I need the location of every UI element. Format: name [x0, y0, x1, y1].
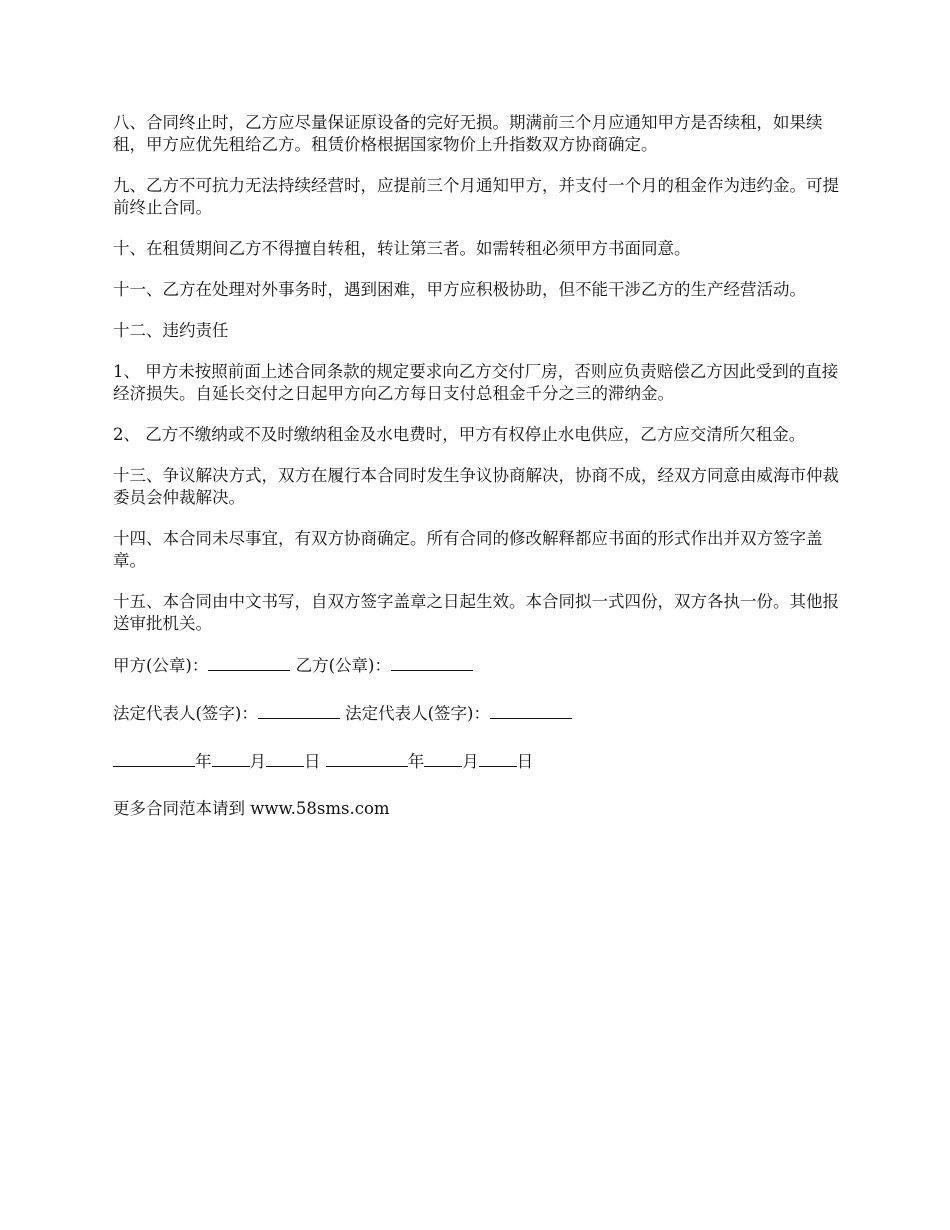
party-b-seal-blank[interactable]	[391, 654, 473, 671]
party-b-seal-label: 乙方(公章)：	[295, 656, 391, 675]
clause-14: 十四、本合同未尽事宜，有双方协商确定。所有合同的修改解释都应书面的形式作出并双方签字盖章。	[113, 529, 823, 570]
date-a-year-label: 年	[195, 752, 212, 771]
clause-10: 十、在租赁期间乙方不得擅自转租，转让第三者。如需转租必须甲方书面同意。	[113, 239, 691, 258]
clause-12-item-2: 2、 乙方不缴纳或不及时缴纳租金及水电费时，甲方有权停止水电供应，乙方应交清所欠租金。	[113, 425, 806, 444]
date-a-month-label: 月	[249, 752, 266, 771]
footer-link-text: 更多合同范本请到 www.58sms.com	[113, 799, 390, 818]
clause-8: 八、合同终止时，乙方应尽量保证原设备的完好无损。期满前三个月应通知甲方是否续租，如果续租，甲方应优先租给乙方。租赁价格根据国家物价上升指数双方协商确定。	[113, 113, 823, 154]
rep-a-blank[interactable]	[258, 702, 340, 719]
clause-11: 十一、乙方在处理对外事务时，遇到困难，甲方应积极协助，但不能干涉乙方的生产经营活动。	[113, 280, 806, 299]
date-a-year-blank[interactable]	[113, 750, 195, 767]
clause-9: 九、乙方不可抗力无法持续经营时，应提前三个月通知甲方，并支付一个月的租金作为违约金。可提前终止合同。	[113, 176, 839, 217]
date-line	[113, 750, 843, 773]
rep-b-blank[interactable]	[490, 702, 572, 719]
date-b-day-label: 日	[516, 752, 534, 771]
rep-a-label: 法定代表人(签字)：	[113, 704, 258, 723]
clause-12-item-1: 1、 甲方未按照前面上述合同条款的规定要求向乙方交付厂房，否则应负责赔偿乙方因此受到的直接经济损失。自延长交付之日起甲方向乙方每日支付总租金千分之三的滞纳金。	[113, 362, 839, 403]
seal-line	[113, 654, 843, 677]
party-a-seal-label: 甲方(公章)：	[113, 656, 209, 675]
clause-15: 十五、本合同由中文书写，自双方签字盖章之日起生效。本合同拟一式四份，双方各执一份。其他报送审批机关。	[113, 592, 839, 633]
date-a-month-blank[interactable]	[212, 750, 250, 767]
date-b-month-blank[interactable]	[424, 750, 462, 767]
date-a-day-blank[interactable]	[266, 750, 304, 767]
representative-line	[113, 702, 843, 725]
rep-b-label: 法定代表人(签字)：	[345, 704, 490, 723]
date-a-day-label: 日	[304, 752, 321, 771]
party-a-seal-blank[interactable]	[208, 654, 290, 671]
clause-13: 十三、争议解决方式，双方在履行本合同时发生争议协商解决，协商不成，经双方同意由威海市仲裁委员会仲裁解决。	[113, 466, 839, 507]
date-b-year-label: 年	[407, 752, 425, 771]
date-b-year-blank[interactable]	[326, 750, 408, 767]
clause-12-heading: 十二、违约责任	[113, 321, 229, 340]
contract-page	[113, 112, 843, 820]
date-b-month-label: 月	[462, 752, 479, 771]
date-b-day-blank[interactable]	[479, 750, 517, 767]
